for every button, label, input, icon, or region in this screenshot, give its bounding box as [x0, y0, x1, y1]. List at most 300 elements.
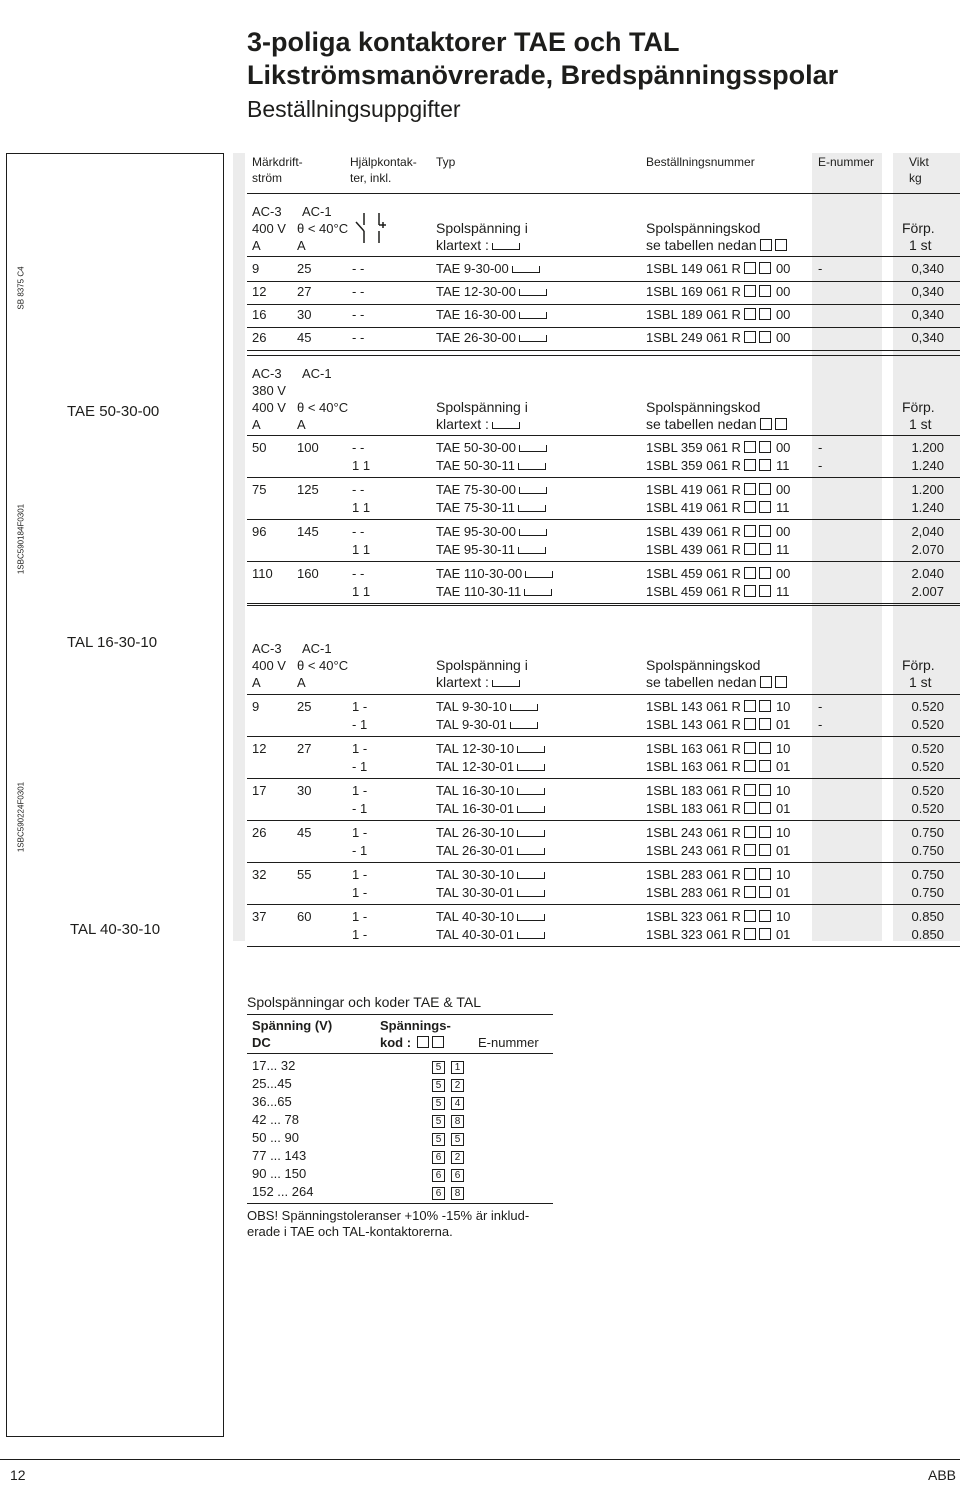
- col-header: ström: [252, 171, 282, 185]
- code-box-icon: [744, 483, 756, 495]
- side-panel: [6, 153, 224, 1437]
- code-box-icon: [759, 585, 771, 597]
- weight: 1.240: [911, 500, 944, 515]
- text-field-icon: [492, 422, 520, 429]
- current-ac1: 160: [297, 566, 319, 581]
- voltage-label: 400 V: [252, 658, 286, 673]
- aux-contacts: 1 -: [352, 867, 368, 882]
- temp-label: θ < 40°C: [297, 221, 349, 236]
- voltage-label: 400 V: [252, 221, 286, 236]
- text-field-icon: [518, 463, 546, 470]
- row-rule: [247, 603, 960, 604]
- code-box-icon: [759, 802, 771, 814]
- order-suffix: 00: [775, 330, 791, 345]
- row-rule: [247, 304, 960, 305]
- pack-qty-label: 1 st: [909, 674, 932, 690]
- text-field-icon: [517, 764, 545, 771]
- text-field-icon: [517, 746, 545, 753]
- code-box-icon: [759, 928, 771, 940]
- coil-rule: [247, 1014, 553, 1015]
- code-box-icon: [760, 239, 772, 251]
- col-header: E-nummer: [818, 155, 875, 169]
- code-box-icon: [759, 868, 771, 880]
- order-number: 1SBL 439 061 R 00: [646, 524, 791, 539]
- aux-contacts: 1 -: [352, 783, 368, 798]
- order-number: 1SBL 183 061 R 10: [646, 783, 791, 798]
- text-field-icon: [517, 830, 545, 837]
- current-ac1: 145: [297, 524, 319, 539]
- row-rule: [247, 820, 960, 821]
- type-code: TAE 95-30-00: [436, 524, 547, 539]
- auxiliary-contact-symbol-icon: [352, 211, 392, 245]
- plain-text-label: klartext :: [436, 417, 520, 432]
- code-box-icon: [744, 868, 756, 880]
- text-field-icon: [517, 848, 545, 855]
- row-rule: [247, 694, 960, 695]
- current-ac3: 17: [252, 783, 267, 798]
- code-box-icon: [744, 525, 756, 537]
- row-rule: [247, 256, 960, 257]
- order-number: 1SBL 419 061 R 11: [646, 500, 790, 515]
- order-suffix: 10: [775, 783, 791, 798]
- unit-label: A: [297, 417, 306, 432]
- ac3-label: AC-3: [252, 204, 282, 219]
- current-ac1: 27: [297, 284, 312, 299]
- row-rule: [247, 327, 960, 328]
- current-ac1: 45: [297, 330, 312, 345]
- voltage-label: 400 V: [252, 400, 286, 415]
- current-ac3: 26: [252, 825, 267, 840]
- coil-code: [432, 1148, 470, 1164]
- order-suffix: 11: [775, 542, 790, 557]
- current-ac3: 37: [252, 909, 267, 924]
- coil-title: Spolspänningar och koder TAE & TAL: [247, 994, 481, 1010]
- row-rule: [247, 477, 960, 478]
- type-code: TAL 26-30-01: [436, 843, 545, 858]
- aux-contacts: - 1: [352, 843, 368, 858]
- code-box-icon: [744, 567, 756, 579]
- plain-text-label: klartext :: [436, 238, 520, 253]
- weight: 0,340: [911, 330, 944, 345]
- weight: 0.520: [911, 717, 944, 732]
- aux-contacts: - -: [352, 284, 365, 299]
- code-box-icon: [775, 676, 787, 688]
- code-box-icon: [744, 742, 756, 754]
- code-box-icon: [744, 285, 756, 297]
- row-rule: [247, 355, 960, 356]
- order-number: 1SBL 249 061 R 00: [646, 330, 791, 345]
- text-field-icon: [518, 547, 546, 554]
- order-number: 1SBL 163 061 R 10: [646, 741, 791, 756]
- order-number: 1SBL 359 061 R 11: [646, 458, 790, 473]
- code-box-icon: [744, 718, 756, 730]
- order-number: 1SBL 143 061 R 10: [646, 699, 791, 714]
- aux-contacts: 1 -: [352, 885, 368, 900]
- current-ac3: 12: [252, 284, 267, 299]
- aux-contacts: - -: [352, 307, 365, 322]
- order-number: 1SBL 439 061 R 11: [646, 542, 790, 557]
- col-header: ter, inkl.: [350, 171, 392, 185]
- aux-contacts: - -: [352, 566, 365, 581]
- ac1-label: AC-1: [302, 641, 332, 656]
- weight: 0.750: [911, 885, 944, 900]
- code-box-icon: [759, 886, 771, 898]
- current-ac3: 12: [252, 741, 267, 756]
- code-box-icon: [759, 459, 771, 471]
- row-rule: [247, 904, 960, 905]
- unit-label: A: [297, 238, 306, 253]
- type-code: TAE 110-30-11: [436, 584, 552, 599]
- weight: 1.240: [911, 458, 944, 473]
- text-field-icon: [518, 505, 546, 512]
- coil-code: [432, 1076, 470, 1092]
- e-number: -: [818, 261, 823, 276]
- ac3-label: AC-3: [252, 641, 282, 656]
- coil-voltage: 36...65: [252, 1094, 292, 1109]
- type-code: TAE 50-30-11: [436, 458, 546, 473]
- page-subtitle: Beställningsuppgifter: [247, 96, 461, 122]
- weight: 0,340: [911, 284, 944, 299]
- code-box-icon: [760, 676, 772, 688]
- shade-column: [812, 153, 882, 941]
- coil-code-digit: 5: [432, 1133, 445, 1146]
- type-code: TAL 40-30-01: [436, 927, 545, 942]
- side-label: TAL 40-30-10: [70, 921, 161, 938]
- order-number: 1SBL 189 061 R 00: [646, 307, 791, 322]
- coil-code-digit: 5: [432, 1061, 445, 1074]
- coil-code: [432, 1166, 470, 1182]
- weight: 2.007: [911, 584, 944, 599]
- coil-voltage-label: Spolspänning i: [436, 220, 528, 236]
- weight: 2.040: [911, 566, 944, 581]
- row-rule: [247, 519, 960, 520]
- type-code: TAE 16-30-00: [436, 307, 547, 322]
- text-field-icon: [517, 890, 545, 897]
- order-number: 1SBL 323 061 R 10: [646, 909, 791, 924]
- code-box-icon: [759, 441, 771, 453]
- weight: 0.750: [911, 867, 944, 882]
- aux-contacts: 1 -: [352, 909, 368, 924]
- current-ac3: 16: [252, 307, 267, 322]
- coil-voltage-label: Spolspänning i: [436, 657, 528, 673]
- type-code: TAE 75-30-11: [436, 500, 546, 515]
- col-header: kg: [909, 171, 922, 185]
- code-box-icon: [744, 262, 756, 274]
- type-code: TAE 95-30-11: [436, 542, 546, 557]
- text-field-icon: [519, 529, 547, 536]
- order-number: 1SBL 163 061 R 01: [646, 759, 791, 774]
- type-code: TAE 9-30-00: [436, 261, 540, 276]
- coil-code-digit: 6: [432, 1169, 445, 1182]
- col-header: Vikt: [909, 155, 929, 169]
- type-code: TAL 9-30-10: [436, 699, 538, 714]
- row-rule: [247, 946, 960, 947]
- row-rule: [247, 778, 960, 779]
- order-suffix: 10: [775, 699, 791, 714]
- unit-label: A: [252, 675, 261, 690]
- order-number: 1SBL 149 061 R 00: [646, 261, 791, 276]
- coil-voltage: 50 ... 90: [252, 1130, 299, 1145]
- coil-code: [432, 1094, 470, 1110]
- code-box-icon: [759, 567, 771, 579]
- order-suffix: 11: [775, 500, 790, 515]
- coil-note: OBS! Spänningstoleranser +10% -15% är inklud-: [247, 1208, 530, 1223]
- text-field-icon: [519, 289, 547, 296]
- aux-contacts: 1 1: [352, 458, 371, 473]
- current-ac1: 25: [297, 261, 312, 276]
- aux-contacts: - -: [352, 482, 365, 497]
- row-rule: [247, 281, 960, 282]
- row-rule: [247, 736, 960, 737]
- coil-code-digit: 8: [451, 1187, 464, 1200]
- current-ac3: 32: [252, 867, 267, 882]
- weight: 2.070: [911, 542, 944, 557]
- order-suffix: 00: [775, 284, 791, 299]
- type-code: TAE 26-30-00: [436, 330, 547, 345]
- coil-header: E-nummer: [478, 1035, 539, 1050]
- aux-contacts: - -: [352, 261, 365, 276]
- code-box-icon: [759, 262, 771, 274]
- code-box-icon: [417, 1036, 429, 1048]
- current-ac1: 30: [297, 307, 312, 322]
- order-suffix: 10: [775, 825, 791, 840]
- coil-header-text: kod :: [380, 1035, 412, 1050]
- order-suffix: 01: [775, 759, 791, 774]
- order-suffix: 01: [775, 801, 791, 816]
- text-field-icon: [492, 680, 520, 687]
- order-suffix: 00: [775, 566, 791, 581]
- plain-text-label: klartext :: [436, 675, 520, 690]
- page-title: 3-poliga kontaktorer TAE och TAL: [247, 27, 680, 57]
- coil-code: [432, 1184, 470, 1200]
- weight: 0.750: [911, 825, 944, 840]
- aux-contacts: 1 1: [352, 542, 371, 557]
- order-number: 1SBL 359 061 R 00: [646, 440, 791, 455]
- code-box-icon: [759, 826, 771, 838]
- side-code: SB 8375 C4: [16, 266, 26, 310]
- unit-label: A: [297, 675, 306, 690]
- e-number: -: [818, 440, 823, 455]
- type-code: TAL 30-30-10: [436, 867, 545, 882]
- order-number: 1SBL 169 061 R 00: [646, 284, 791, 299]
- type-code: TAL 30-30-01: [436, 885, 545, 900]
- text-field-icon: [517, 872, 545, 879]
- text-field-icon: [525, 571, 553, 578]
- see-table-label: se tabellen nedan: [646, 417, 787, 432]
- code-box-icon: [744, 331, 756, 343]
- e-number: -: [818, 699, 823, 714]
- unit-label: A: [252, 238, 261, 253]
- order-number: 1SBL 419 061 R 00: [646, 482, 791, 497]
- order-number: 1SBL 283 061 R 01: [646, 885, 791, 900]
- type-code: TAL 40-30-10: [436, 909, 545, 924]
- pack-qty-label: 1 st: [909, 237, 932, 253]
- type-code: TAL 9-30-01: [436, 717, 538, 732]
- order-suffix: 11: [775, 584, 790, 599]
- text-field-icon: [517, 932, 545, 939]
- text-field-icon: [512, 266, 540, 273]
- code-box-icon: [744, 928, 756, 940]
- weight: 0,340: [911, 307, 944, 322]
- pack-label: Förp.: [902, 220, 935, 236]
- coil-voltage: 152 ... 264: [252, 1184, 314, 1199]
- type-code: TAL 16-30-10: [436, 783, 545, 798]
- text-field-icon: [510, 722, 538, 729]
- coil-note: erade i TAE och TAL-kontaktorerna.: [247, 1224, 453, 1239]
- order-number: 1SBL 459 061 R 00: [646, 566, 791, 581]
- coil-code-label: Spolspänningskod: [646, 657, 761, 673]
- order-suffix: 00: [775, 307, 791, 322]
- type-code: TAE 75-30-00: [436, 482, 547, 497]
- order-suffix: 00: [775, 482, 791, 497]
- e-number: -: [818, 458, 823, 473]
- weight: 2,040: [911, 524, 944, 539]
- pack-label: Förp.: [902, 399, 935, 415]
- page-title-line2: Likströmsmanövrerade, Bredspänningsspolar: [247, 60, 839, 90]
- current-ac1: 100: [297, 440, 319, 455]
- code-box-icon: [744, 308, 756, 320]
- text-field-icon: [519, 487, 547, 494]
- order-number: 1SBL 243 061 R 01: [646, 843, 791, 858]
- coil-voltage: 42 ... 78: [252, 1112, 299, 1127]
- voltage-label: 380 V: [252, 383, 286, 398]
- coil-rule: [247, 1203, 553, 1204]
- code-box-icon: [759, 784, 771, 796]
- code-box-icon: [759, 501, 771, 513]
- coil-code-digit: 2: [451, 1079, 464, 1092]
- current-ac1: 125: [297, 482, 319, 497]
- code-box-icon: [744, 910, 756, 922]
- type-code: TAL 12-30-10: [436, 741, 545, 756]
- aux-contacts: - 1: [352, 759, 368, 774]
- code-box-icon: [432, 1036, 444, 1048]
- code-box-icon: [760, 418, 772, 430]
- coil-code-digit: 5: [432, 1115, 445, 1128]
- current-ac3: 9: [252, 699, 260, 714]
- pack-qty-label: 1 st: [909, 416, 932, 432]
- current-ac1: 60: [297, 909, 312, 924]
- see-table-label: se tabellen nedan: [646, 238, 787, 253]
- code-box-icon: [759, 910, 771, 922]
- aux-contacts: 1 1: [352, 584, 371, 599]
- coil-voltage: 90 ... 150: [252, 1166, 307, 1181]
- type-code: TAE 12-30-00: [436, 284, 547, 299]
- row-rule: [247, 605, 960, 606]
- col-header: Hjälpkontak-: [350, 155, 417, 169]
- current-ac3: 110: [252, 566, 273, 581]
- order-suffix: 11: [775, 458, 790, 473]
- current-ac1: 27: [297, 741, 312, 756]
- order-suffix: 00: [775, 524, 791, 539]
- coil-header: Spännings-: [380, 1018, 451, 1033]
- header-rule: [247, 193, 960, 194]
- side-code: 1SBC590184F0301: [16, 503, 26, 575]
- current-ac3: 26: [252, 330, 267, 345]
- coil-code-digit: 6: [451, 1169, 464, 1182]
- coil-voltage: 77 ... 143: [252, 1148, 307, 1163]
- coil-voltage: 17... 32: [252, 1058, 296, 1073]
- side-label: TAE 50-30-00: [67, 403, 160, 420]
- row-rule: [247, 350, 960, 351]
- code-box-icon: [744, 441, 756, 453]
- coil-code-digit: 5: [432, 1097, 445, 1110]
- code-box-icon: [744, 760, 756, 772]
- see-table-label: se tabellen nedan: [646, 675, 787, 690]
- code-box-icon: [744, 459, 756, 471]
- order-suffix: 01: [775, 927, 791, 942]
- code-box-icon: [744, 784, 756, 796]
- coil-code-digit: 5: [432, 1079, 445, 1092]
- weight: 0.520: [911, 741, 944, 756]
- coil-code-label: Spolspänningskod: [646, 220, 761, 236]
- coil-code-digit: 6: [432, 1187, 445, 1200]
- aux-contacts: - -: [352, 440, 365, 455]
- order-suffix: 10: [775, 909, 791, 924]
- aux-contacts: 1 -: [352, 927, 368, 942]
- code-box-icon: [744, 802, 756, 814]
- code-box-icon: [775, 418, 787, 430]
- row-rule: [247, 561, 960, 562]
- order-suffix: 01: [775, 717, 791, 732]
- code-box-icon: [744, 585, 756, 597]
- unit-label: A: [252, 417, 261, 432]
- code-box-icon: [744, 543, 756, 555]
- weight: 0.520: [911, 801, 944, 816]
- coil-code-digit: 8: [451, 1115, 464, 1128]
- weight: 1.200: [911, 482, 944, 497]
- code-box-icon: [744, 886, 756, 898]
- coil-code-digit: 2: [451, 1151, 464, 1164]
- ac1-label: AC-1: [302, 366, 332, 381]
- coil-code: [432, 1112, 470, 1128]
- ac3-label: AC-3: [252, 366, 282, 381]
- ac1-label: AC-1: [302, 204, 332, 219]
- code-box-icon: [759, 844, 771, 856]
- side-code: 1SBC590224F0301: [16, 781, 26, 853]
- code-box-icon: [744, 501, 756, 513]
- aux-contacts: - -: [352, 524, 365, 539]
- aux-contacts: 1 -: [352, 825, 368, 840]
- text-field-icon: [517, 914, 545, 921]
- coil-voltage: 25...45: [252, 1076, 292, 1091]
- text-field-icon: [517, 806, 545, 813]
- current-ac3: 75: [252, 482, 267, 497]
- text-field-icon: [519, 312, 547, 319]
- coil-header: DC: [252, 1035, 271, 1050]
- row-rule: [247, 435, 960, 436]
- text-field-icon: [510, 704, 538, 711]
- aux-contacts: - 1: [352, 717, 368, 732]
- order-number: 1SBL 243 061 R 10: [646, 825, 791, 840]
- weight: 0.850: [911, 927, 944, 942]
- type-code: TAE 50-30-00: [436, 440, 547, 455]
- coil-code-digit: 1: [451, 1061, 464, 1074]
- pack-label: Förp.: [902, 657, 935, 673]
- order-suffix: 00: [775, 261, 791, 276]
- order-number: 1SBL 143 061 R 01: [646, 717, 791, 732]
- current-ac1: 25: [297, 699, 312, 714]
- code-box-icon: [759, 760, 771, 772]
- footer-rule: [0, 1459, 960, 1460]
- temp-label: θ < 40°C: [297, 658, 349, 673]
- code-box-icon: [775, 239, 787, 251]
- text-field-icon: [519, 445, 547, 452]
- current-ac3: 9: [252, 261, 260, 276]
- weight: 0.520: [911, 783, 944, 798]
- aux-contacts: - 1: [352, 801, 368, 816]
- weight: 0.850: [911, 909, 944, 924]
- order-number: 1SBL 283 061 R 10: [646, 867, 791, 882]
